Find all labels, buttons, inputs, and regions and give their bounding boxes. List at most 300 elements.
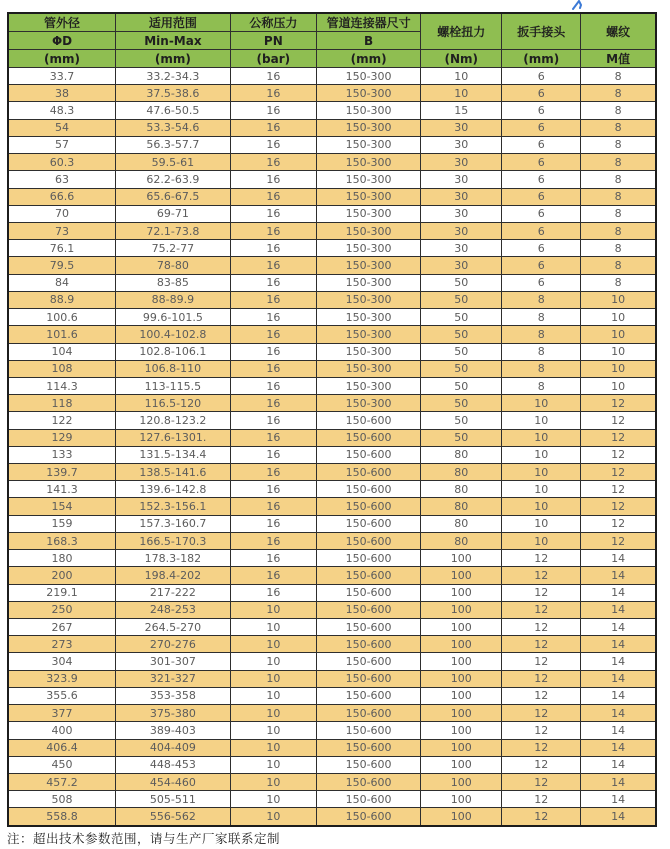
cell-wrench-joint: 8 [502,326,581,343]
cell-connector-size: 150-300 [316,171,420,188]
cell-pressure: 16 [230,377,316,394]
cell-thread: 14 [581,756,656,773]
cell-connector-size: 150-600 [316,446,420,463]
cell-range: 270-276 [116,636,231,653]
cell-wrench-joint: 6 [502,171,581,188]
pen-stroke-mark [570,0,588,11]
cell-range: 217-222 [116,584,231,601]
cell-wrench-joint: 8 [502,360,581,377]
cell-pressure: 16 [230,309,316,326]
cell-outer-diameter: 267 [8,619,116,636]
cell-thread: 8 [581,85,656,102]
cell-bolt-torque: 100 [421,670,502,687]
cell-connector-size: 150-600 [316,773,420,790]
col-bolt-torque-unit: (Nm) [421,50,502,68]
cell-pressure: 16 [230,395,316,412]
cell-connector-size: 150-300 [316,136,420,153]
cell-wrench-joint: 10 [502,464,581,481]
cell-bolt-torque: 100 [421,584,502,601]
cell-bolt-torque: 50 [421,395,502,412]
cell-range: 448-453 [116,756,231,773]
cell-connector-size: 150-300 [316,326,420,343]
cell-bolt-torque: 30 [421,171,502,188]
cell-connector-size: 150-600 [316,515,420,532]
cell-pressure: 16 [230,343,316,360]
cell-pressure: 16 [230,532,316,549]
table-row [8,705,656,722]
cell-thread: 14 [581,601,656,618]
cell-wrench-joint: 6 [502,257,581,274]
cell-outer-diameter: 101.6 [8,326,116,343]
cell-range: 113-115.5 [116,377,231,394]
cell-thread: 8 [581,102,656,119]
table-row [8,309,656,326]
cell-connector-size: 150-300 [316,274,420,291]
col-pressure-title: 公称压力 [230,13,316,32]
cell-range: 127.6-1301. [116,429,231,446]
cell-thread: 12 [581,429,656,446]
cell-connector-size: 150-300 [316,222,420,239]
cell-connector-size: 150-600 [316,429,420,446]
cell-pressure: 10 [230,808,316,826]
cell-bolt-torque: 80 [421,515,502,532]
cell-range: 83-85 [116,274,231,291]
table-row [8,722,656,739]
cell-outer-diameter: 88.9 [8,291,116,308]
cell-connector-size: 150-300 [316,257,420,274]
cell-bolt-torque: 100 [421,653,502,670]
cell-range: 138.5-141.6 [116,464,231,481]
cell-thread: 8 [581,188,656,205]
table-row [8,412,656,429]
cell-wrench-joint: 6 [502,205,581,222]
cell-bolt-torque: 50 [421,309,502,326]
cell-outer-diameter: 450 [8,756,116,773]
cell-wrench-joint: 10 [502,532,581,549]
cell-pressure: 16 [230,240,316,257]
table-row [8,498,656,515]
cell-pressure: 16 [230,136,316,153]
cell-connector-size: 150-600 [316,464,420,481]
cell-thread: 14 [581,687,656,704]
cell-wrench-joint: 12 [502,722,581,739]
cell-pressure: 16 [230,446,316,463]
cell-thread: 14 [581,567,656,584]
cell-wrench-joint: 6 [502,68,581,85]
cell-outer-diameter: 219.1 [8,584,116,601]
table-row [8,257,656,274]
cell-outer-diameter: 139.7 [8,464,116,481]
cell-pressure: 10 [230,739,316,756]
cell-thread: 14 [581,619,656,636]
cell-thread: 14 [581,636,656,653]
cell-outer-diameter: 200 [8,567,116,584]
table-row [8,360,656,377]
table-row [8,636,656,653]
cell-bolt-torque: 50 [421,360,502,377]
cell-range: 505-511 [116,791,231,808]
cell-range: 157.3-160.7 [116,515,231,532]
cell-outer-diameter: 180 [8,550,116,567]
cell-range: 59.5-61 [116,154,231,171]
cell-outer-diameter: 558.8 [8,808,116,826]
cell-thread: 8 [581,136,656,153]
cell-wrench-joint: 12 [502,773,581,790]
table-row [8,687,656,704]
cell-bolt-torque: 80 [421,446,502,463]
cell-outer-diameter: 54 [8,119,116,136]
cell-range: 100.4-102.8 [116,326,231,343]
table-row [8,601,656,618]
col-connector-size-unit: (mm) [316,50,420,68]
cell-outer-diameter: 154 [8,498,116,515]
cell-thread: 12 [581,412,656,429]
cell-wrench-joint: 12 [502,619,581,636]
cell-wrench-joint: 10 [502,515,581,532]
cell-pressure: 10 [230,773,316,790]
table-row [8,154,656,171]
cell-pressure: 16 [230,360,316,377]
cell-range: 78-80 [116,257,231,274]
cell-bolt-torque: 50 [421,412,502,429]
table-row [8,773,656,790]
table-row [8,481,656,498]
cell-wrench-joint: 12 [502,705,581,722]
cell-range: 375-380 [116,705,231,722]
col-range-symbol: Min-Max [116,32,231,50]
cell-outer-diameter: 168.3 [8,532,116,549]
cell-outer-diameter: 129 [8,429,116,446]
cell-thread: 14 [581,705,656,722]
cell-pressure: 10 [230,687,316,704]
cell-wrench-joint: 8 [502,309,581,326]
cell-connector-size: 150-600 [316,584,420,601]
cell-connector-size: 150-600 [316,791,420,808]
cell-thread: 8 [581,222,656,239]
cell-wrench-joint: 8 [502,343,581,360]
cell-wrench-joint: 6 [502,274,581,291]
cell-range: 88-89.9 [116,291,231,308]
cell-range: 62.2-63.9 [116,171,231,188]
cell-wrench-joint: 12 [502,791,581,808]
cell-outer-diameter: 70 [8,205,116,222]
cell-bolt-torque: 80 [421,532,502,549]
table-row [8,550,656,567]
cell-pressure: 16 [230,274,316,291]
table-row [8,756,656,773]
cell-bolt-torque: 30 [421,257,502,274]
cell-bolt-torque: 100 [421,722,502,739]
table-row [8,446,656,463]
cell-wrench-joint: 12 [502,808,581,826]
cell-wrench-joint: 12 [502,567,581,584]
cell-bolt-torque: 100 [421,705,502,722]
cell-bolt-torque: 50 [421,291,502,308]
cell-thread: 8 [581,274,656,291]
cell-bolt-torque: 100 [421,791,502,808]
cell-connector-size: 150-600 [316,567,420,584]
cell-connector-size: 150-600 [316,756,420,773]
cell-pressure: 16 [230,515,316,532]
cell-range: 166.5-170.3 [116,532,231,549]
cell-connector-size: 150-600 [316,687,420,704]
cell-connector-size: 150-600 [316,705,420,722]
cell-outer-diameter: 355.6 [8,687,116,704]
cell-range: 198.4-202 [116,567,231,584]
cell-outer-diameter: 118 [8,395,116,412]
cell-bolt-torque: 50 [421,326,502,343]
cell-outer-diameter: 48.3 [8,102,116,119]
cell-pressure: 16 [230,326,316,343]
cell-pressure: 16 [230,464,316,481]
table-row [8,584,656,601]
cell-range: 556-562 [116,808,231,826]
cell-wrench-joint: 10 [502,412,581,429]
table-body [8,68,656,827]
cell-outer-diameter: 323.9 [8,670,116,687]
cell-range: 353-358 [116,687,231,704]
cell-connector-size: 150-300 [316,360,420,377]
cell-pressure: 16 [230,257,316,274]
cell-connector-size: 150-300 [316,309,420,326]
cell-range: 75.2-77 [116,240,231,257]
cell-bolt-torque: 30 [421,188,502,205]
cell-bolt-torque: 100 [421,636,502,653]
cell-range: 404-409 [116,739,231,756]
cell-range: 37.5-38.6 [116,85,231,102]
cell-bolt-torque: 30 [421,136,502,153]
cell-connector-size: 150-600 [316,619,420,636]
col-thread-title: 螺纹 [581,13,656,50]
cell-range: 152.3-156.1 [116,498,231,515]
cell-pressure: 16 [230,119,316,136]
cell-pressure: 16 [230,154,316,171]
cell-outer-diameter: 38 [8,85,116,102]
cell-outer-diameter: 76.1 [8,240,116,257]
cell-connector-size: 150-300 [316,119,420,136]
cell-thread: 10 [581,309,656,326]
cell-pressure: 16 [230,498,316,515]
table-row [8,85,656,102]
col-outer-diameter-title: 管外径 [8,13,116,32]
col-connector-size-title: 管道连接器尺寸 [316,13,420,32]
cell-thread: 8 [581,68,656,85]
cell-range: 33.2-34.3 [116,68,231,85]
pipe-spec-table [7,12,657,827]
cell-bolt-torque: 100 [421,619,502,636]
cell-bolt-torque: 30 [421,205,502,222]
cell-connector-size: 150-600 [316,808,420,826]
cell-connector-size: 150-300 [316,154,420,171]
cell-outer-diameter: 377 [8,705,116,722]
cell-pressure: 16 [230,205,316,222]
cell-outer-diameter: 63 [8,171,116,188]
cell-wrench-joint: 12 [502,584,581,601]
cell-bolt-torque: 30 [421,240,502,257]
cell-connector-size: 150-300 [316,85,420,102]
cell-wrench-joint: 12 [502,670,581,687]
cell-outer-diameter: 100.6 [8,309,116,326]
cell-thread: 14 [581,773,656,790]
cell-outer-diameter: 66.6 [8,188,116,205]
cell-thread: 8 [581,257,656,274]
cell-outer-diameter: 108 [8,360,116,377]
cell-wrench-joint: 12 [502,739,581,756]
cell-bolt-torque: 80 [421,498,502,515]
cell-range: 178.3-182 [116,550,231,567]
cell-connector-size: 150-600 [316,636,420,653]
cell-thread: 12 [581,481,656,498]
cell-wrench-joint: 10 [502,429,581,446]
cell-pressure: 10 [230,705,316,722]
cell-range: 454-460 [116,773,231,790]
cell-pressure: 16 [230,481,316,498]
cell-thread: 8 [581,154,656,171]
cell-thread: 8 [581,119,656,136]
cell-wrench-joint: 8 [502,291,581,308]
cell-wrench-joint: 10 [502,481,581,498]
table-row [8,343,656,360]
cell-outer-diameter: 84 [8,274,116,291]
cell-outer-diameter: 104 [8,343,116,360]
cell-range: 56.3-57.7 [116,136,231,153]
header-row-title [8,13,656,32]
col-outer-diameter-unit: (mm) [8,50,116,68]
cell-connector-size: 150-600 [316,412,420,429]
cell-range: 264.5-270 [116,619,231,636]
cell-outer-diameter: 508 [8,791,116,808]
cell-wrench-joint: 6 [502,102,581,119]
cell-wrench-joint: 6 [502,188,581,205]
cell-pressure: 10 [230,601,316,618]
cell-connector-size: 150-600 [316,532,420,549]
cell-wrench-joint: 6 [502,240,581,257]
table-row [8,395,656,412]
cell-range: 99.6-101.5 [116,309,231,326]
cell-connector-size: 150-300 [316,395,420,412]
cell-thread: 14 [581,791,656,808]
col-outer-diameter-symbol: ΦD [8,32,116,50]
cell-pressure: 16 [230,222,316,239]
table-row [8,171,656,188]
cell-connector-size: 150-600 [316,601,420,618]
table-row [8,188,656,205]
cell-bolt-torque: 100 [421,773,502,790]
cell-thread: 14 [581,653,656,670]
cell-outer-diameter: 133 [8,446,116,463]
cell-connector-size: 150-600 [316,739,420,756]
cell-thread: 14 [581,670,656,687]
cell-range: 102.8-106.1 [116,343,231,360]
col-wrench-joint-unit: (mm) [502,50,581,68]
cell-thread: 14 [581,739,656,756]
cell-range: 139.6-142.8 [116,481,231,498]
cell-connector-size: 150-600 [316,550,420,567]
table-row [8,464,656,481]
table-row [8,567,656,584]
cell-bolt-torque: 30 [421,154,502,171]
table-row [8,240,656,257]
table-row [8,291,656,308]
col-connector-size-symbol: B [316,32,420,50]
cell-connector-size: 150-300 [316,102,420,119]
cell-range: 106.8-110 [116,360,231,377]
cell-thread: 12 [581,515,656,532]
cell-wrench-joint: 12 [502,601,581,618]
cell-wrench-joint: 12 [502,653,581,670]
cell-wrench-joint: 6 [502,154,581,171]
table-row [8,791,656,808]
cell-outer-diameter: 457.2 [8,773,116,790]
cell-thread: 12 [581,395,656,412]
cell-wrench-joint: 12 [502,636,581,653]
cell-bolt-torque: 100 [421,567,502,584]
cell-pressure: 16 [230,584,316,601]
cell-thread: 10 [581,291,656,308]
cell-bolt-torque: 30 [421,222,502,239]
cell-connector-size: 150-600 [316,653,420,670]
cell-outer-diameter: 60.3 [8,154,116,171]
cell-outer-diameter: 159 [8,515,116,532]
cell-connector-size: 150-600 [316,722,420,739]
cell-thread: 14 [581,722,656,739]
cell-bolt-torque: 80 [421,464,502,481]
cell-outer-diameter: 122 [8,412,116,429]
col-bolt-torque-title: 螺栓扭力 [421,13,502,50]
cell-thread: 10 [581,360,656,377]
table-row [8,739,656,756]
cell-range: 116.5-120 [116,395,231,412]
cell-outer-diameter: 73 [8,222,116,239]
table-header [8,13,656,68]
cell-connector-size: 150-300 [316,343,420,360]
cell-connector-size: 150-600 [316,481,420,498]
cell-pressure: 10 [230,722,316,739]
col-range-title: 适用范围 [116,13,231,32]
cell-thread: 8 [581,171,656,188]
table-row [8,68,656,85]
cell-bolt-torque: 80 [421,481,502,498]
table-row [8,222,656,239]
cell-connector-size: 150-300 [316,291,420,308]
cell-bolt-torque: 50 [421,343,502,360]
cell-range: 131.5-134.4 [116,446,231,463]
cell-bolt-torque: 30 [421,119,502,136]
cell-pressure: 16 [230,85,316,102]
cell-thread: 8 [581,240,656,257]
cell-wrench-joint: 12 [502,687,581,704]
col-range-unit: (mm) [116,50,231,68]
cell-thread: 10 [581,343,656,360]
cell-connector-size: 150-300 [316,240,420,257]
cell-wrench-joint: 6 [502,119,581,136]
cell-range: 321-327 [116,670,231,687]
cell-bolt-torque: 100 [421,808,502,826]
cell-thread: 10 [581,326,656,343]
cell-thread: 12 [581,464,656,481]
cell-thread: 10 [581,377,656,394]
table-row [8,377,656,394]
col-thread-unit: M值 [581,50,656,68]
cell-pressure: 10 [230,619,316,636]
cell-pressure: 16 [230,291,316,308]
cell-pressure: 10 [230,653,316,670]
cell-bolt-torque: 50 [421,274,502,291]
cell-bolt-torque: 100 [421,550,502,567]
cell-outer-diameter: 400 [8,722,116,739]
cell-pressure: 16 [230,102,316,119]
cell-outer-diameter: 273 [8,636,116,653]
